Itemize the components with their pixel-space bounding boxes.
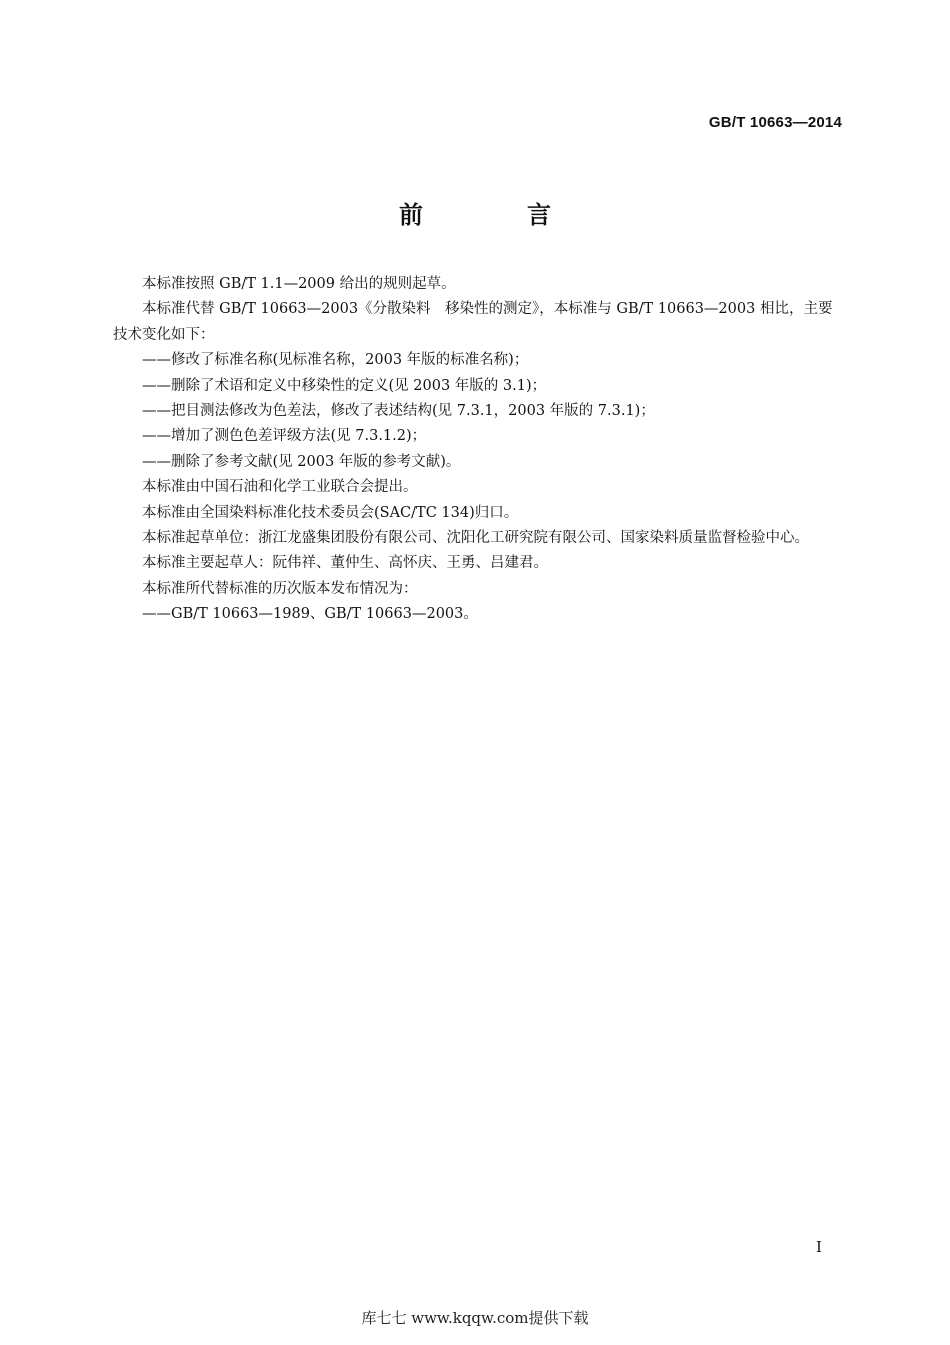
paragraph-drafting-units: 本标准起草单位：浙江龙盛集团股份有限公司、沈阳化工研究院有限公司、国家染料质量监督检验中心。 (142, 530, 809, 547)
preface-body (113, 272, 843, 628)
paragraph-proposer: 本标准由中国石油和化学工业联合会提出。 (142, 479, 418, 496)
paragraph-replacement: 本标准代替 GB/T 10663—2003《分散染料 移染性的测定》，本标准与 GB/T 10663—2003 相比，主要技术变化如下： (113, 301, 833, 343)
change-item: ——把目测法修改为色差法，修改了表述结构(见 7.3.1，2003 年版的 7.3.1)； (142, 403, 655, 420)
download-footer: 库七七 www.kqqw.com提供下载 (361, 1309, 589, 1327)
standard-number: GB/T 10663—2014 (708, 114, 842, 131)
change-item: ——修改了标准名称(见标准名称，2003 年版的标准名称)； (142, 352, 529, 369)
paragraph-drafting-rules: 本标准按照 GB/T 1.1—2009 给出的规则起草。 (142, 276, 456, 292)
page-title: 前 言 (399, 201, 591, 229)
history-item: ——GB/T 10663—1989、GB/T 10663—2003。 (142, 606, 478, 623)
change-item: ——删除了参考文献(见 2003 年版的参考文献)。 (142, 453, 461, 470)
page-number: I (816, 1238, 822, 1256)
paragraph-drafters: 本标准主要起草人：阮伟祥、董仲生、高怀庆、王勇、吕建君。 (142, 555, 548, 572)
change-item: ——增加了测色色差评级方法(见 7.3.1.2)； (142, 428, 427, 445)
change-item: ——删除了术语和定义中移染性的定义(见 2003 年版的 3.1)； (142, 377, 547, 394)
paragraph-history-intro: 本标准所代替标准的历次版本发布情况为： (142, 580, 418, 597)
paragraph-committee: 本标准由全国染料标准化技术委员会(SAC/TC 134)归口。 (142, 504, 519, 521)
